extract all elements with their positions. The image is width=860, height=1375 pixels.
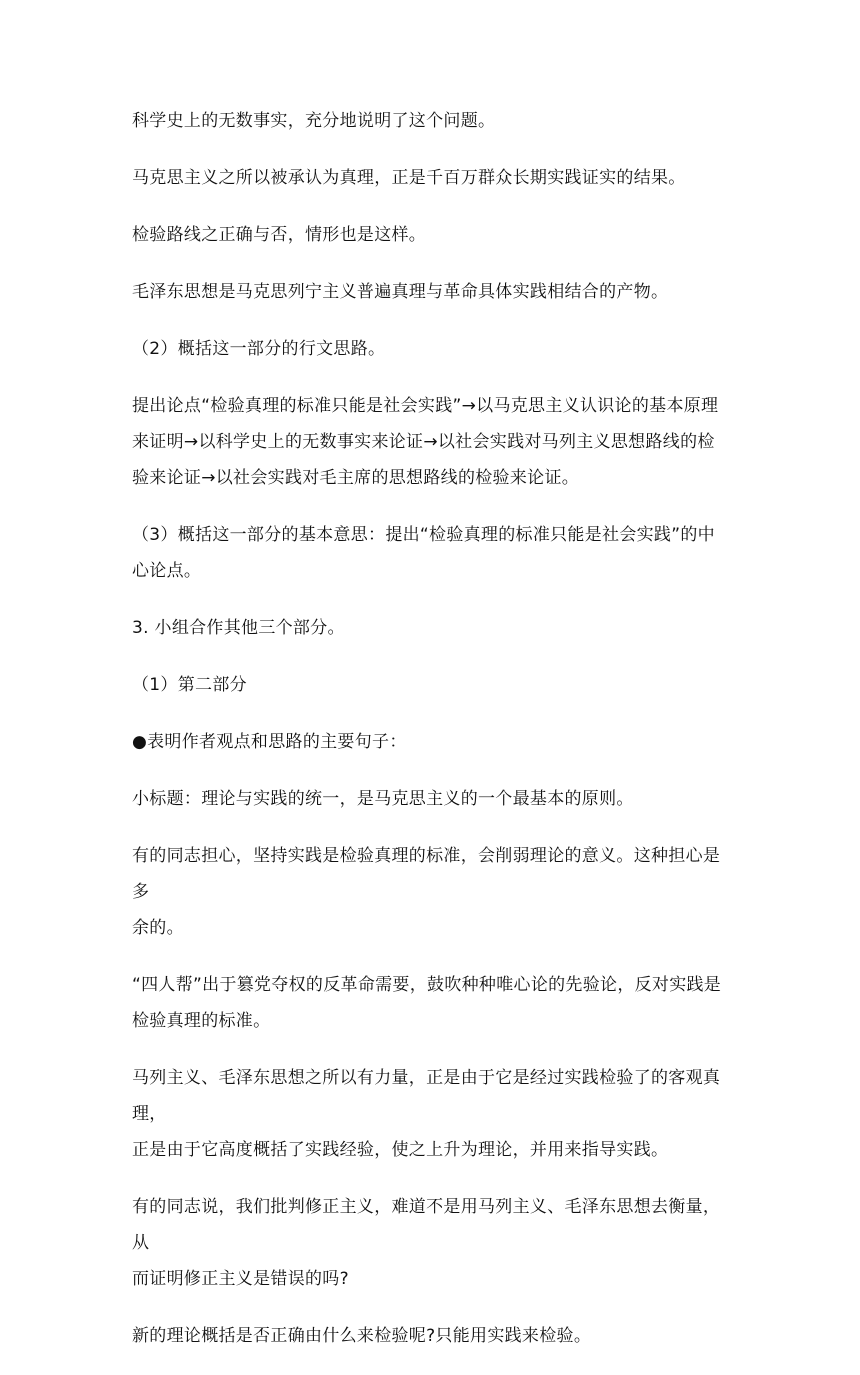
document-body xyxy=(132,103,732,1375)
section-heading xyxy=(132,610,732,646)
text-line: 而证明修正主义是错误的吗? xyxy=(132,1269,349,1289)
text-line: （2）概括这一部分的行文思路。 xyxy=(132,339,386,359)
paragraph xyxy=(132,160,732,196)
paragraph xyxy=(132,274,732,310)
paragraph xyxy=(132,1060,732,1168)
paragraph xyxy=(132,217,732,253)
text-line: 验来论证→以社会实践对毛主席的思想路线的检验来论证。 xyxy=(132,468,580,488)
text-line: 检验真理的标准。 xyxy=(132,1011,271,1031)
text-line: “四人帮”出于篡党夺权的反革命需要，鼓吹种种唯心论的先验论，反对实践是 xyxy=(132,975,722,995)
text-line: （3）概括这一部分的基本意思：提出“检验真理的标准只能是社会实践”的中 xyxy=(132,525,715,545)
paragraph xyxy=(132,1189,732,1297)
paragraph xyxy=(132,781,732,817)
text-line: 科学史上的无数事实，充分地说明了这个问题。 xyxy=(132,111,496,131)
question-heading xyxy=(132,331,732,367)
text-line: 检验路线之正确与否，情形也是这样。 xyxy=(132,225,427,245)
paragraph xyxy=(132,1318,732,1354)
paragraph xyxy=(132,103,732,139)
text-line: 余的。 xyxy=(132,918,184,938)
text-line: ●表明作者观点和思路的主要句子： xyxy=(132,732,407,752)
subsection-heading xyxy=(132,667,732,703)
paragraph xyxy=(132,967,732,1039)
text-line: 小标题：理论与实践的统一，是马克思主义的一个最基本的原则。 xyxy=(132,789,634,809)
text-line: 新的理论概括是否正确由什么来检验呢?只能用实践来检验。 xyxy=(132,1326,592,1346)
question-heading xyxy=(132,517,732,589)
text-line: 来证明→以科学史上的无数事实来论证→以社会实践对马列主义思想路线的检 xyxy=(132,432,715,452)
text-line: 马克思主义之所以被承认为真理，正是千百万群众长期实践证实的结果。 xyxy=(132,168,686,188)
text-line: 提出论点“检验真理的标准只能是社会实践”→以马克思主义认识论的基本原理 xyxy=(132,396,719,416)
text-line: 心论点。 xyxy=(132,561,202,581)
text-line: 正是由于它高度概括了实践经验，使之上升为理论，并用来指导实践。 xyxy=(132,1140,669,1160)
text-line: 有的同志说，我们批判修正主义，难道不是用马列主义、毛泽东思想去衡量，从 xyxy=(132,1197,721,1253)
text-line: （1）第二部分 xyxy=(132,675,247,695)
text-line: 马列主义、毛泽东思想之所以有力量，正是由于它是经过实践检验了的客观真理， xyxy=(132,1068,721,1124)
text-line: 有的同志担心，坚持实践是检验真理的标准，会削弱理论的意义。这种担心是多 xyxy=(132,846,721,902)
bullet-heading xyxy=(132,724,732,760)
paragraph xyxy=(132,388,732,496)
text-line: 3. 小组合作其他三个部分。 xyxy=(132,618,345,638)
text-line: 毛泽东思想是马克思列宁主义普遍真理与革命具体实践相结合的产物。 xyxy=(132,282,669,302)
paragraph xyxy=(132,838,732,946)
